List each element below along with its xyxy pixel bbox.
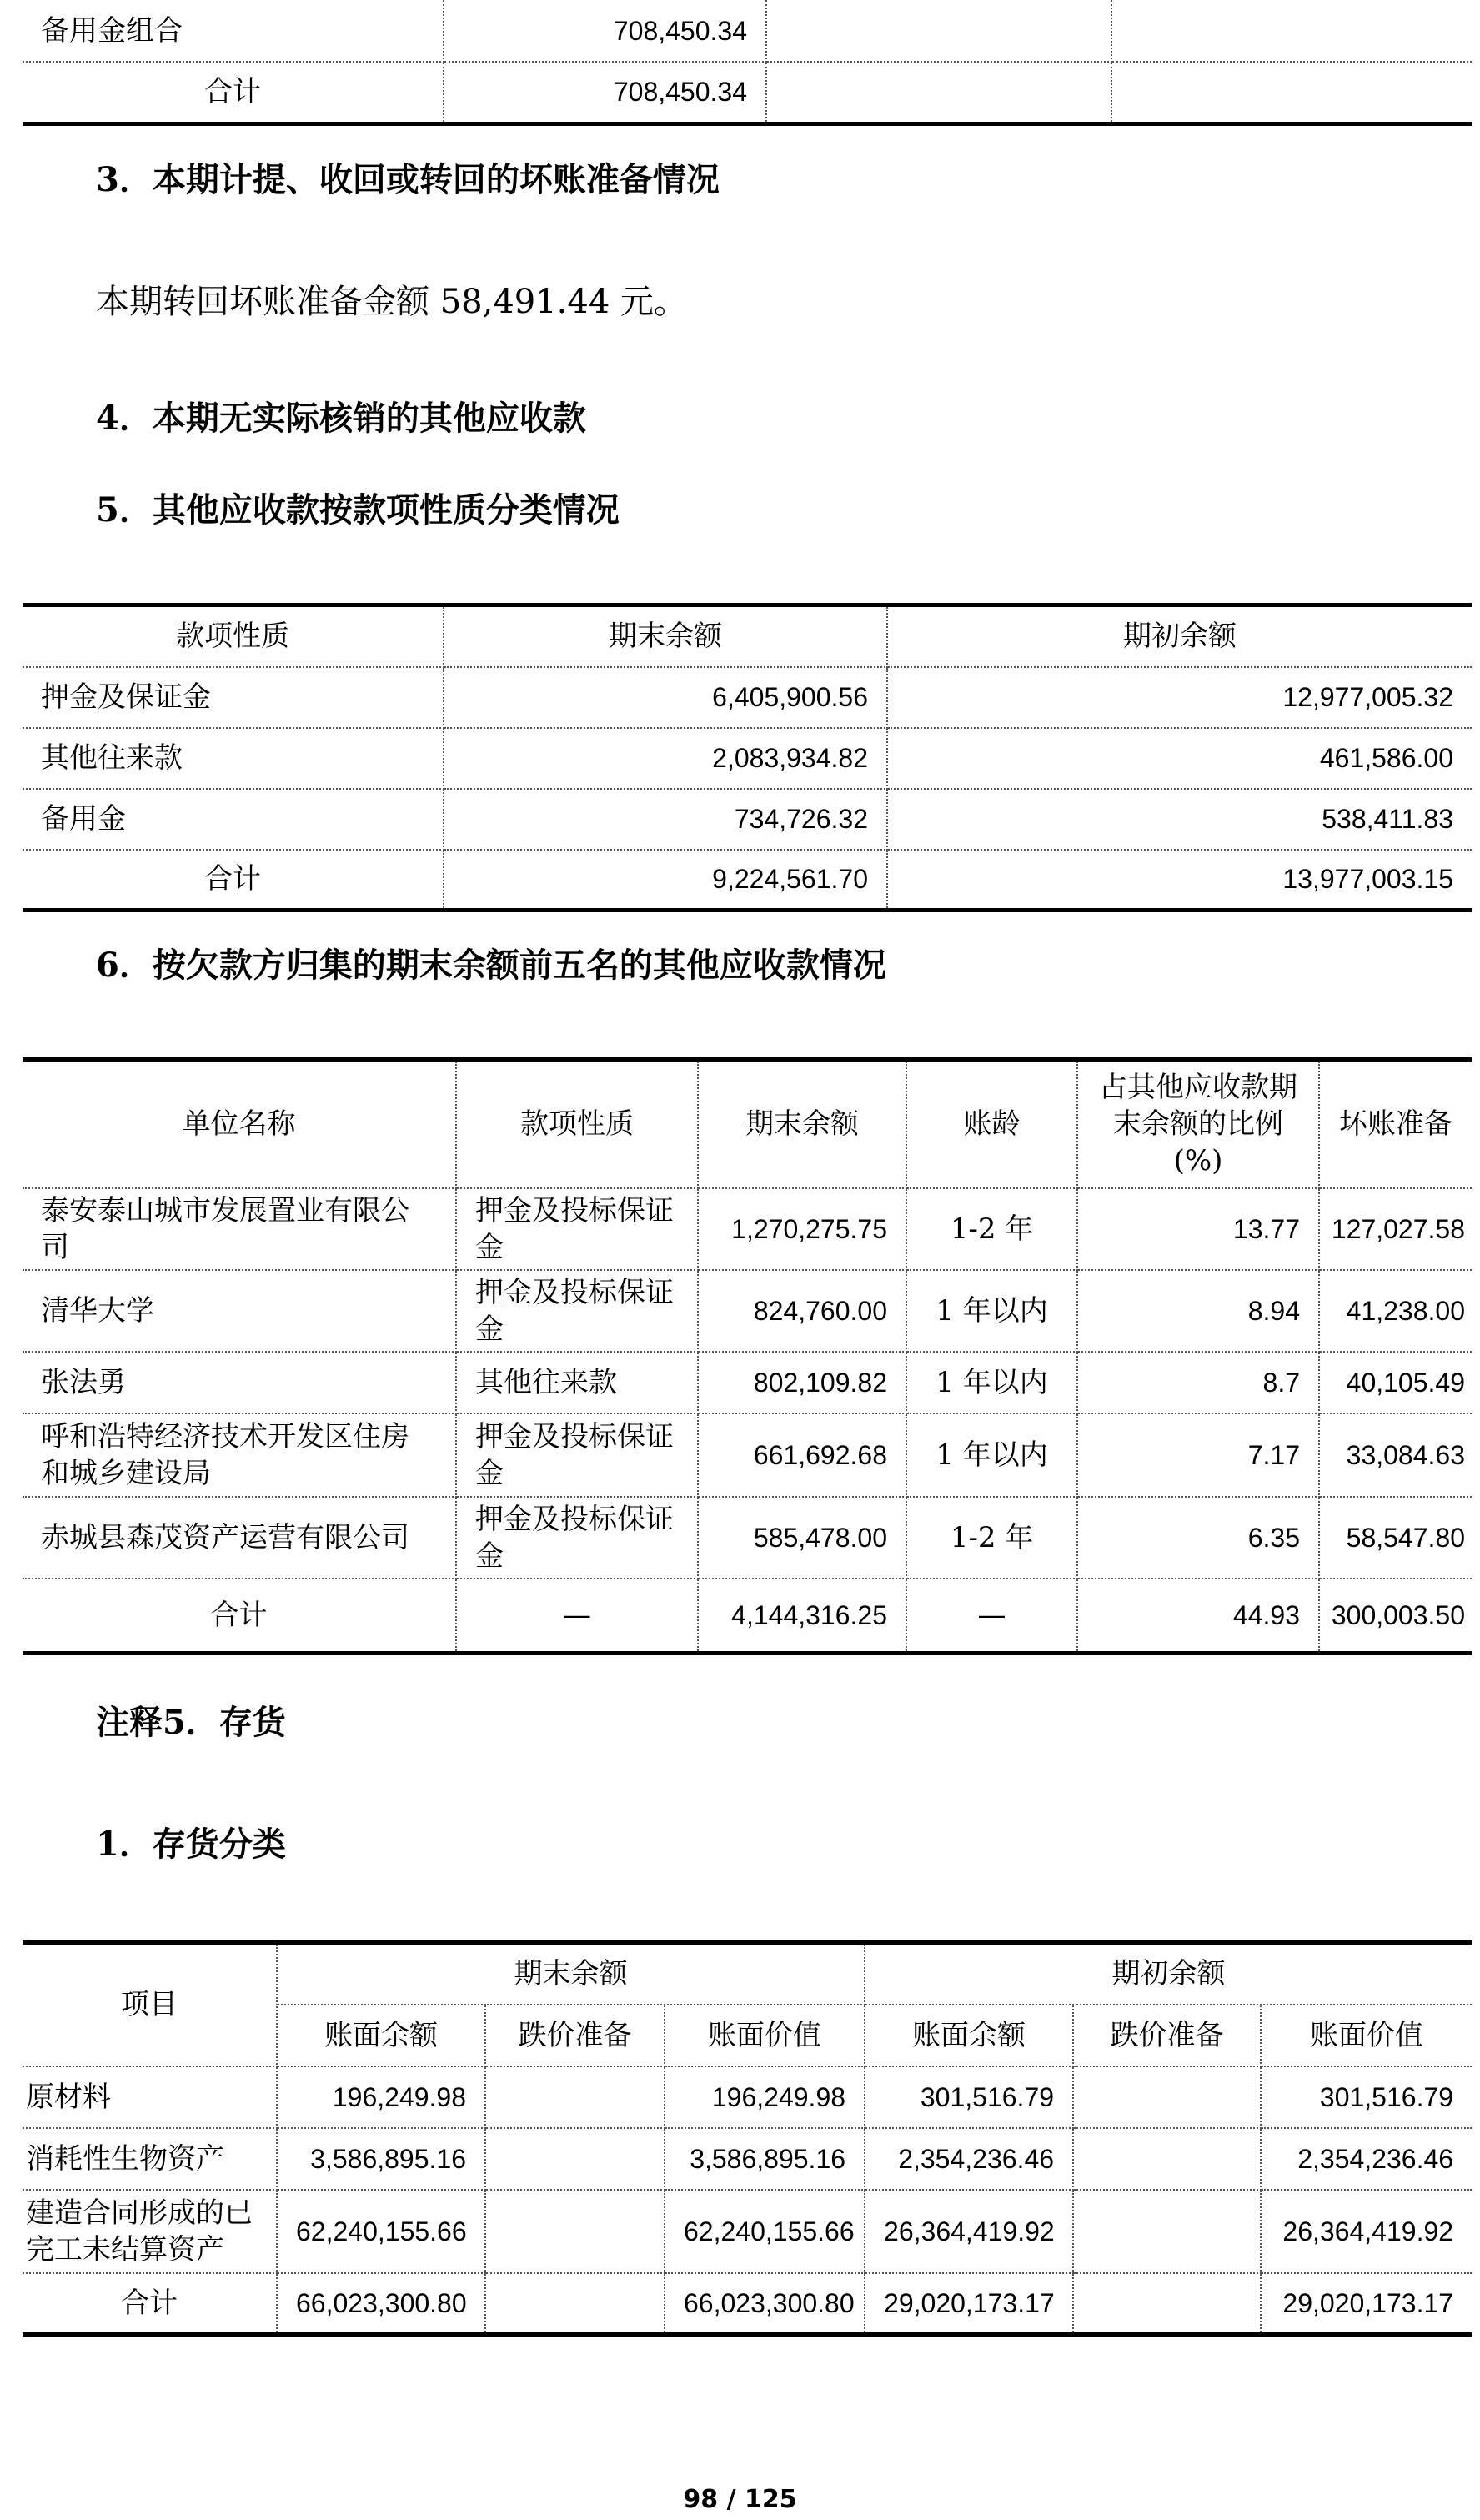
table-row xyxy=(23,728,1472,789)
bad-debt-table-fragment xyxy=(23,0,1472,126)
ratio-cell: 7.17 xyxy=(1077,1413,1319,1497)
aging-cell: 1-2 年 xyxy=(906,1188,1077,1270)
debtor-name-cell: 赤城县森茂资产运营有限公司 xyxy=(23,1497,456,1579)
header-cell-item: 项目 xyxy=(23,1943,277,2066)
header-cell: 坏账准备 xyxy=(1319,1060,1472,1188)
bad-debt-cell: 33,084.63 xyxy=(1319,1413,1472,1497)
value-cell xyxy=(1073,2066,1261,2128)
end-balance-cell: 802,109.82 xyxy=(698,1352,906,1413)
value-cell xyxy=(485,2128,665,2190)
item-cell: 原材料 xyxy=(23,2066,277,2128)
table-row xyxy=(23,667,1472,728)
nature-cell: 押金及投标保证金 xyxy=(456,1270,698,1352)
value-cell: 301,516.79 xyxy=(1261,2066,1472,2128)
header-cell: 账龄 xyxy=(906,1060,1077,1188)
ratio-cell: 8.94 xyxy=(1077,1270,1319,1352)
debtor-name-cell: 泰安泰山城市发展置业有限公司 xyxy=(23,1188,456,1270)
total-amount: 708,450.34 xyxy=(444,62,766,123)
value-cell: 196,249.98 xyxy=(665,2066,865,2128)
total-label: 合计 xyxy=(23,62,444,123)
table-total-row xyxy=(23,850,1472,911)
nature-cell: 押金及投标保证金 xyxy=(456,1188,698,1270)
top-five-debtors-table xyxy=(23,1057,1472,1655)
row-label: 备用金组合 xyxy=(23,0,444,62)
subheader-cell: 账面余额 xyxy=(865,2005,1073,2066)
header-cell: 期末余额 xyxy=(698,1060,906,1188)
header-cell: 期末余额 xyxy=(444,605,887,667)
item-cell: 消耗性生物资产 xyxy=(23,2128,277,2190)
table-header-row xyxy=(23,1060,1472,1188)
empty-cell xyxy=(1111,0,1472,62)
header-cell: 单位名称 xyxy=(23,1060,456,1188)
total-value-cell xyxy=(485,2273,665,2335)
end-balance-cell: 734,726.32 xyxy=(444,789,887,850)
aging-cell: 1 年以内 xyxy=(906,1413,1077,1497)
value-cell: 62,240,155.66 xyxy=(665,2190,865,2273)
value-cell: 3,586,895.16 xyxy=(665,2128,865,2190)
value-cell: 3,586,895.16 xyxy=(277,2128,485,2190)
end-balance-cell: 661,692.68 xyxy=(698,1413,906,1497)
total-begin-balance: 13,977,003.15 xyxy=(887,850,1472,911)
total-label: 合计 xyxy=(23,2273,277,2335)
nature-cell: 押金及投标保证金 xyxy=(456,1413,698,1497)
value-cell: 301,516.79 xyxy=(865,2066,1073,2128)
debtor-name-cell: 呼和浩特经济技术开发区住房和城乡建设局 xyxy=(23,1413,456,1497)
table-row xyxy=(23,62,1472,123)
empty-cell xyxy=(766,0,1111,62)
bad-debt-cell: 127,027.58 xyxy=(1319,1188,1472,1270)
table-row xyxy=(23,0,1472,62)
nature-cell: 押金及投标保证金 xyxy=(456,1497,698,1579)
inventory-classification-table xyxy=(23,1940,1472,2337)
table-row xyxy=(23,1188,1472,1270)
table-total-row xyxy=(23,2273,1472,2335)
row-amount: 708,450.34 xyxy=(444,0,766,62)
header-cell: 占其他应收款期末余额的比例(%) xyxy=(1077,1060,1319,1188)
subheader-cell: 账面价值 xyxy=(1261,2005,1472,2066)
bad-debt-cell: 40,105.49 xyxy=(1319,1352,1472,1413)
value-cell xyxy=(485,2066,665,2128)
total-end-balance: 4,144,316.25 xyxy=(698,1579,906,1654)
begin-balance-cell: 12,977,005.32 xyxy=(887,667,1472,728)
table-header-row xyxy=(23,1943,1472,2005)
total-value-cell: 29,020,173.17 xyxy=(865,2273,1073,2335)
empty-cell xyxy=(766,62,1111,123)
ratio-cell: 8.7 xyxy=(1077,1352,1319,1413)
subheader-cell: 账面价值 xyxy=(665,2005,865,2066)
table-header-row xyxy=(23,605,1472,667)
table-row xyxy=(23,2128,1472,2190)
section-3-text: 本期转回坏账准备金额 58,491.44 元。 xyxy=(96,283,688,321)
nature-cell: 押金及保证金 xyxy=(23,667,444,728)
begin-balance-cell: 461,586.00 xyxy=(887,728,1472,789)
table-row xyxy=(23,1270,1472,1352)
ratio-cell: 6.35 xyxy=(1077,1497,1319,1579)
debtor-name-cell: 清华大学 xyxy=(23,1270,456,1352)
section-4-heading: 4．本期无实际核销的其他应收款 xyxy=(96,399,586,438)
table-row xyxy=(23,789,1472,850)
header-group-begin: 期初余额 xyxy=(865,1943,1472,2005)
table-total-row xyxy=(23,1579,1472,1654)
value-cell xyxy=(1073,2190,1261,2273)
nature-cell: 备用金 xyxy=(23,789,444,850)
total-value-cell: 29,020,173.17 xyxy=(1261,2273,1472,2335)
section-3-heading: 3．本期计提、收回或转回的坏账准备情况 xyxy=(96,160,720,199)
inventory-classification-heading: 1．存货分类 xyxy=(96,1825,286,1864)
page-number: 98 / 125 xyxy=(683,2485,797,2514)
table-row xyxy=(23,1352,1472,1413)
total-value-cell: 66,023,300.80 xyxy=(277,2273,485,2335)
value-cell: 26,364,419.92 xyxy=(865,2190,1073,2273)
header-cell: 期初余额 xyxy=(887,605,1472,667)
section-6-heading: 6．按欠款方归集的期末余额前五名的其他应收款情况 xyxy=(96,946,886,985)
header-cell: 款项性质 xyxy=(456,1060,698,1188)
nature-classification-table xyxy=(23,603,1472,912)
end-balance-cell: 2,083,934.82 xyxy=(444,728,887,789)
value-cell xyxy=(485,2190,665,2273)
end-balance-cell: 824,760.00 xyxy=(698,1270,906,1352)
begin-balance-cell: 538,411.83 xyxy=(887,789,1472,850)
subheader-cell: 跌价准备 xyxy=(485,2005,665,2066)
total-ratio: 44.93 xyxy=(1077,1579,1319,1654)
total-bad-debt: 300,003.50 xyxy=(1319,1579,1472,1654)
nature-cell: 其他往来款 xyxy=(23,728,444,789)
total-label: 合计 xyxy=(23,850,444,911)
bad-debt-cell: 58,547.80 xyxy=(1319,1497,1472,1579)
total-nature: — xyxy=(456,1579,698,1654)
aging-cell: 1-2 年 xyxy=(906,1497,1077,1579)
end-balance-cell: 1,270,275.75 xyxy=(698,1188,906,1270)
value-cell: 62,240,155.66 xyxy=(277,2190,485,2273)
subheader-cell: 账面余额 xyxy=(277,2005,485,2066)
end-balance-cell: 6,405,900.56 xyxy=(444,667,887,728)
aging-cell: 1 年以内 xyxy=(906,1270,1077,1352)
section-5-heading: 5．其他应收款按款项性质分类情况 xyxy=(96,490,620,530)
header-cell: 款项性质 xyxy=(23,605,444,667)
table-row xyxy=(23,2190,1472,2273)
bad-debt-cell: 41,238.00 xyxy=(1319,1270,1472,1352)
value-cell: 2,354,236.46 xyxy=(1261,2128,1472,2190)
total-value-cell xyxy=(1073,2273,1261,2335)
note-5-heading: 注释5．存货 xyxy=(96,1703,286,1742)
value-cell: 2,354,236.46 xyxy=(865,2128,1073,2190)
ratio-cell: 13.77 xyxy=(1077,1188,1319,1270)
table-row xyxy=(23,1497,1472,1579)
total-end-balance: 9,224,561.70 xyxy=(444,850,887,911)
value-cell: 26,364,419.92 xyxy=(1261,2190,1472,2273)
nature-cell: 其他往来款 xyxy=(456,1352,698,1413)
value-cell: 196,249.98 xyxy=(277,2066,485,2128)
aging-cell: 1 年以内 xyxy=(906,1352,1077,1413)
table-row xyxy=(23,1413,1472,1497)
table-row xyxy=(23,2066,1472,2128)
end-balance-cell: 585,478.00 xyxy=(698,1497,906,1579)
total-label: 合计 xyxy=(23,1579,456,1654)
item-cell: 建造合同形成的已完工未结算资产 xyxy=(23,2190,277,2273)
total-value-cell: 66,023,300.80 xyxy=(665,2273,865,2335)
value-cell xyxy=(1073,2128,1261,2190)
debtor-name-cell: 张法勇 xyxy=(23,1352,456,1413)
empty-cell xyxy=(1111,62,1472,123)
total-aging: — xyxy=(906,1579,1077,1654)
header-group-end: 期末余额 xyxy=(277,1943,865,2005)
subheader-cell: 跌价准备 xyxy=(1073,2005,1261,2066)
